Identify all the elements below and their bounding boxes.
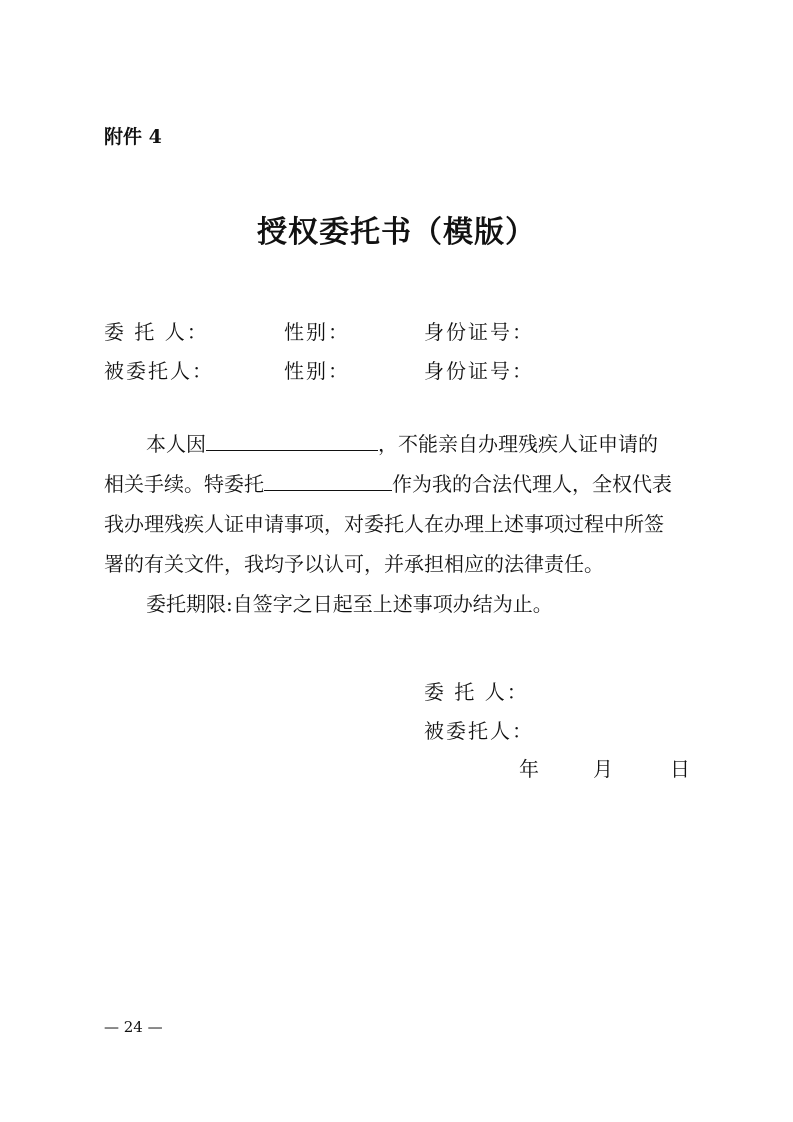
date-day: 日 xyxy=(670,757,690,781)
principal-gender-label: 性别： xyxy=(284,320,350,344)
page-number: — 24 — xyxy=(104,1018,163,1036)
body-line-3: 我办理残疾人证申请事项，对委托人在办理上述事项过程中所签 xyxy=(104,512,664,536)
date-month: 月 xyxy=(593,757,613,781)
attachment-label: 附件 4 xyxy=(104,126,162,148)
body-line-1 xyxy=(104,424,692,464)
authorization-body xyxy=(104,424,692,624)
agent-id-label: 身份证号： xyxy=(424,359,534,383)
body-line-1-prefix: 本人因 xyxy=(146,432,206,456)
body-line-2 xyxy=(104,464,692,504)
agent-name-blank xyxy=(264,470,392,491)
reason-blank xyxy=(206,430,378,451)
signature-principal-label: 委 托 人： xyxy=(424,680,529,704)
signature-agent-label: 被委托人： xyxy=(424,719,534,743)
body-line-2-prefix: 相关手续。特委托 xyxy=(104,472,264,496)
body-line-4: 署的有关文件，我均予以认可，并承担相应的法律责任。 xyxy=(104,552,604,576)
principal-id-label: 身份证号： xyxy=(424,320,534,344)
document-title: 授权委托书（模版） xyxy=(257,215,536,250)
body-line-1-suffix: ，不能亲自办理残疾人证申请的 xyxy=(378,432,658,456)
term-line: 委托期限:自签字之日起至上述事项办结为止。 xyxy=(146,592,553,616)
body-line-2-suffix: 作为我的合法代理人，全权代表 xyxy=(392,472,672,496)
principal-name-label: 委 托 人： xyxy=(104,320,209,344)
agent-gender-label: 性别： xyxy=(284,359,350,383)
agent-name-label: 被委托人： xyxy=(104,359,214,383)
date-year: 年 xyxy=(519,757,539,781)
